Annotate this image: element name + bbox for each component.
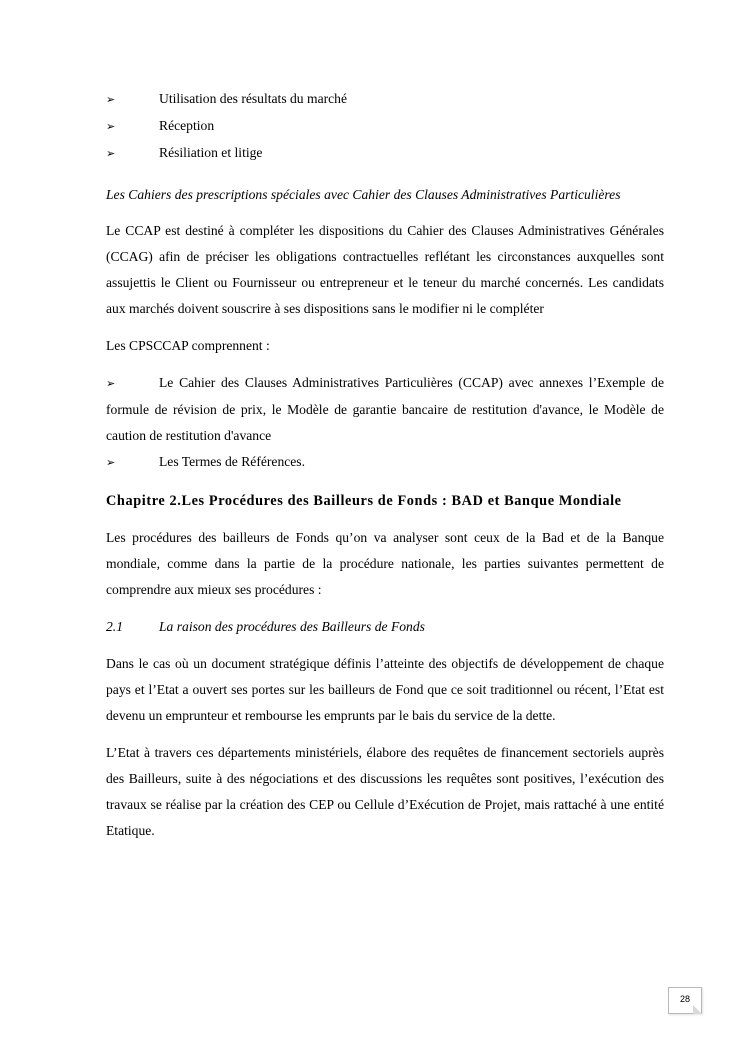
page-number: 28 — [668, 987, 702, 1014]
cpsccap-list-item — [106, 370, 664, 449]
list-item — [106, 140, 664, 167]
list-item-text: Le Cahier des Clauses Administratives Particulières (CCAP) avec annexes l’Exemple de formule de révision de prix, le Modèle de garantie bancaire de restitution d'avance, le Modèle de caution de restitution d'avance — [106, 375, 664, 443]
arrow-bullet-icon: ➢ — [106, 120, 116, 133]
list-item-text: Résiliation et litige — [159, 145, 263, 160]
list-item-text: Réception — [159, 118, 215, 133]
top-bullet-list — [106, 86, 664, 167]
cpsccap-paragraph: Les CPSCCAP comprennent : — [106, 338, 270, 353]
arrow-bullet-icon: ➢ — [106, 93, 116, 106]
list-item — [106, 113, 664, 140]
cpsccap-list-item — [106, 449, 664, 476]
arrow-bullet-icon: ➢ — [106, 147, 116, 160]
cahiers-subheading: Les Cahiers des prescriptions spéciales avec Cahier des Clauses Administratives Particulières — [106, 187, 621, 202]
list-item — [106, 86, 664, 113]
etat-paragraph: L’Etat à travers ces départements ministériels, élabore des requêtes de financement sectoriels auprès des Bailleurs, suite à des négociations et des discussions les requêtes sont positives, l’exécution des travaux se réalise par la création des CEP ou Cellule d’Exécution de Projet, mais rattaché à une entité Etatique. — [106, 745, 664, 838]
chapter-heading: Chapitre 2.Les Procédures des Bailleurs de Fonds : BAD et Banque Mondiale — [106, 493, 622, 509]
list-item-text: Les Termes de Références. — [159, 454, 305, 469]
ccap-paragraph: Le CCAP est destiné à compléter les dispositions du Cahier des Clauses Administratives Générales (CCAG) afin de préciser les obligations contractuelles reflétant les circonstances auxquelles sont assujettis le Client ou Fournisseur ou entrepreneur et le teneur du marché concernés. Les candidats aux marchés doivent souscrire à ses dispositions sans le modifier ni le compléter — [106, 223, 664, 316]
section-number: 2.1 — [106, 619, 123, 634]
arrow-bullet-icon: ➢ — [106, 456, 116, 469]
strategique-paragraph: Dans le cas où un document stratégique définis l’atteinte des objectifs de développement de chaque pays et l’Etat a ouvert ses portes sur les bailleurs de Fond que ce soit traditionnel ou récent, l’Etat est devenu un emprunteur et rembourse les emprunts par le bais du service de la dette. — [106, 656, 664, 723]
arrow-bullet-icon: ➢ — [106, 377, 116, 390]
list-item-text: Utilisation des résultats du marché — [159, 91, 348, 106]
section-heading — [106, 614, 664, 640]
section-title: La raison des procédures des Bailleurs de Fonds — [159, 619, 425, 634]
procedures-paragraph: Les procédures des bailleurs de Fonds qu’on va analyser sont ceux de la Bad et de la Banque mondiale, comme dans la partie de la procédure nationale, les parties suivantes permettent de comprendre aux mieux ses procédures : — [106, 530, 664, 597]
document-page — [106, 86, 664, 844]
